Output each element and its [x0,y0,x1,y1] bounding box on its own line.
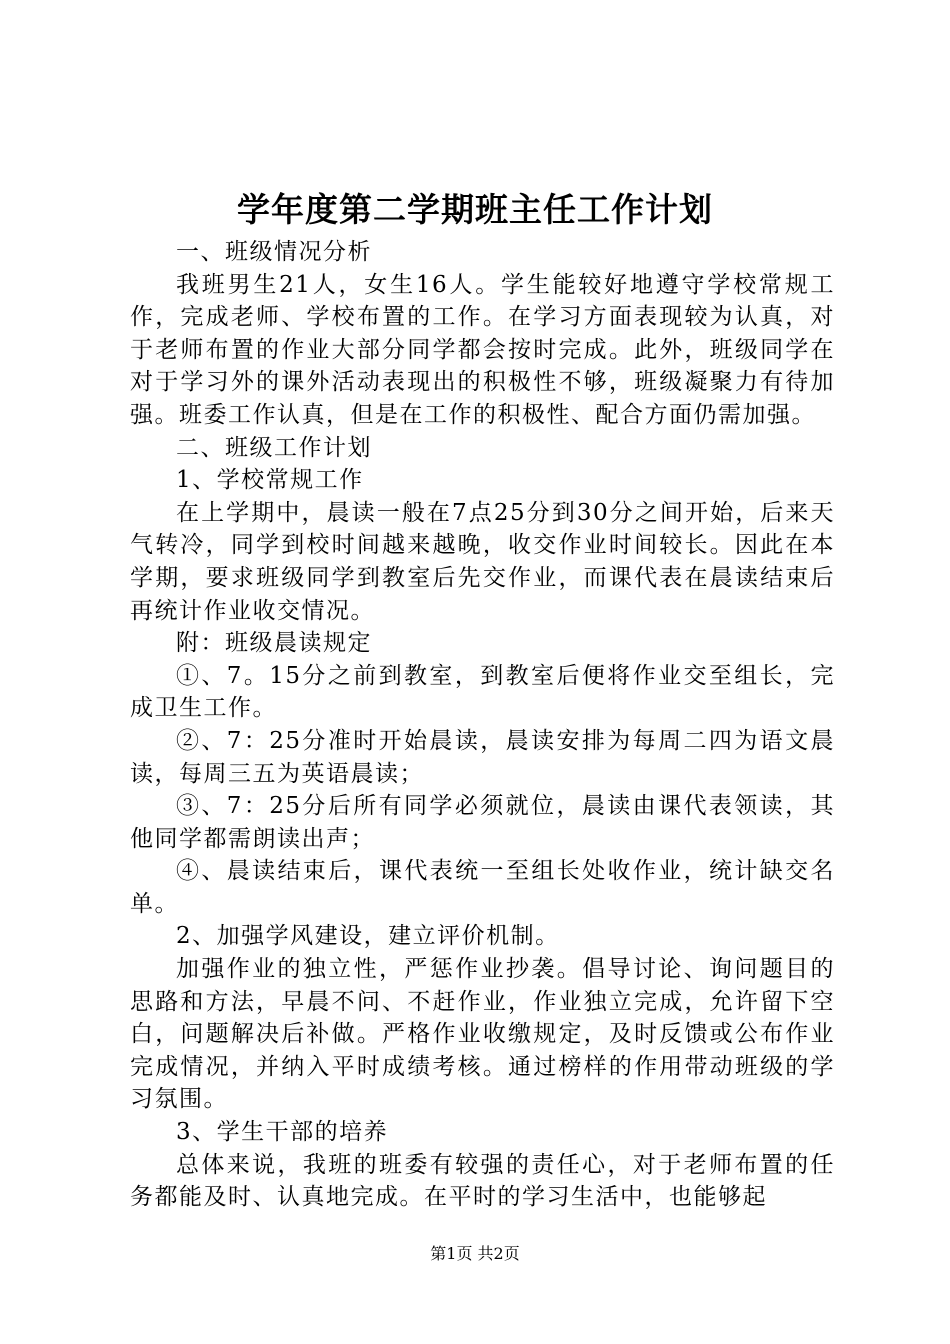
subsection-heading: 3、学生干部的培养 [176,1119,389,1146]
rule-item: ③、7：25分后所有同学必须就位，晨读由课代表领读，其他同学都需朗读出声； [130,793,835,852]
document-body [130,236,835,1214]
paragraph: 我班男生21人，女生16人。学生能较好地遵守学校常规工作，完成老师、学校布置的工作。在学习方面表现较为认真，对于老师布置的作业大部分同学都会按时完成。此外，班级同学在对于学习外的课外活动表现出的积极性不够，班级凝聚力有待加强。班委工作认真，但是在工作的积极性、配合方面仍需加强。 [130,271,835,428]
subsection-heading: 附：班级晨读规定 [176,630,372,657]
paragraph: 总体来说，我班的班委有较强的责任心，对于老师布置的任务都能及时、认真地完成。在平时的学习生活中，也能够起 [130,1151,835,1211]
paragraph: 加强作业的独立性，严惩作业抄袭。倡导讨论、询问题目的思路和方法，早晨不问、不赶作业，作业独立完成，允许留下空白，问题解决后补做。严格作业收缴规定，及时反馈或公布作业完成情况，并纳入平时成绩考核。通过榜样的作用带动班级的学习氛围。 [130,956,835,1113]
section-heading: 一、班级情况分析 [176,239,372,265]
rule-item: ④、晨读结束后，课代表统一至组长处收作业，统计缺交名单。 [130,858,835,917]
paragraph: 在上学期中，晨读一般在7点25分到30分之间开始，后来天气转冷，同学到校时间越来越晚，收交作业时间较长。因此在本学期，要求班级同学到教室后先交作业，而课代表在晨读结束后再统计作业收交情况。 [130,499,835,624]
subsection-heading: 2、加强学风建设，建立评价机制。 [176,923,560,950]
page-footer: 第1页 共2页 [430,1244,520,1263]
subsection-heading: 1、学校常规工作 [176,467,364,494]
rule-item: ②、7：25分准时开始晨读，晨读安排为每周二四为语文晨读，每周三五为英语晨读； [130,727,835,787]
document-title: 学年度第二学期班主任工作计划 [237,190,713,229]
rule-item: ①、7。15分之前到教室，到教室后便将作业交至组长，完成卫生工作。 [130,662,835,722]
section-heading: 二、班级工作计划 [176,434,372,461]
